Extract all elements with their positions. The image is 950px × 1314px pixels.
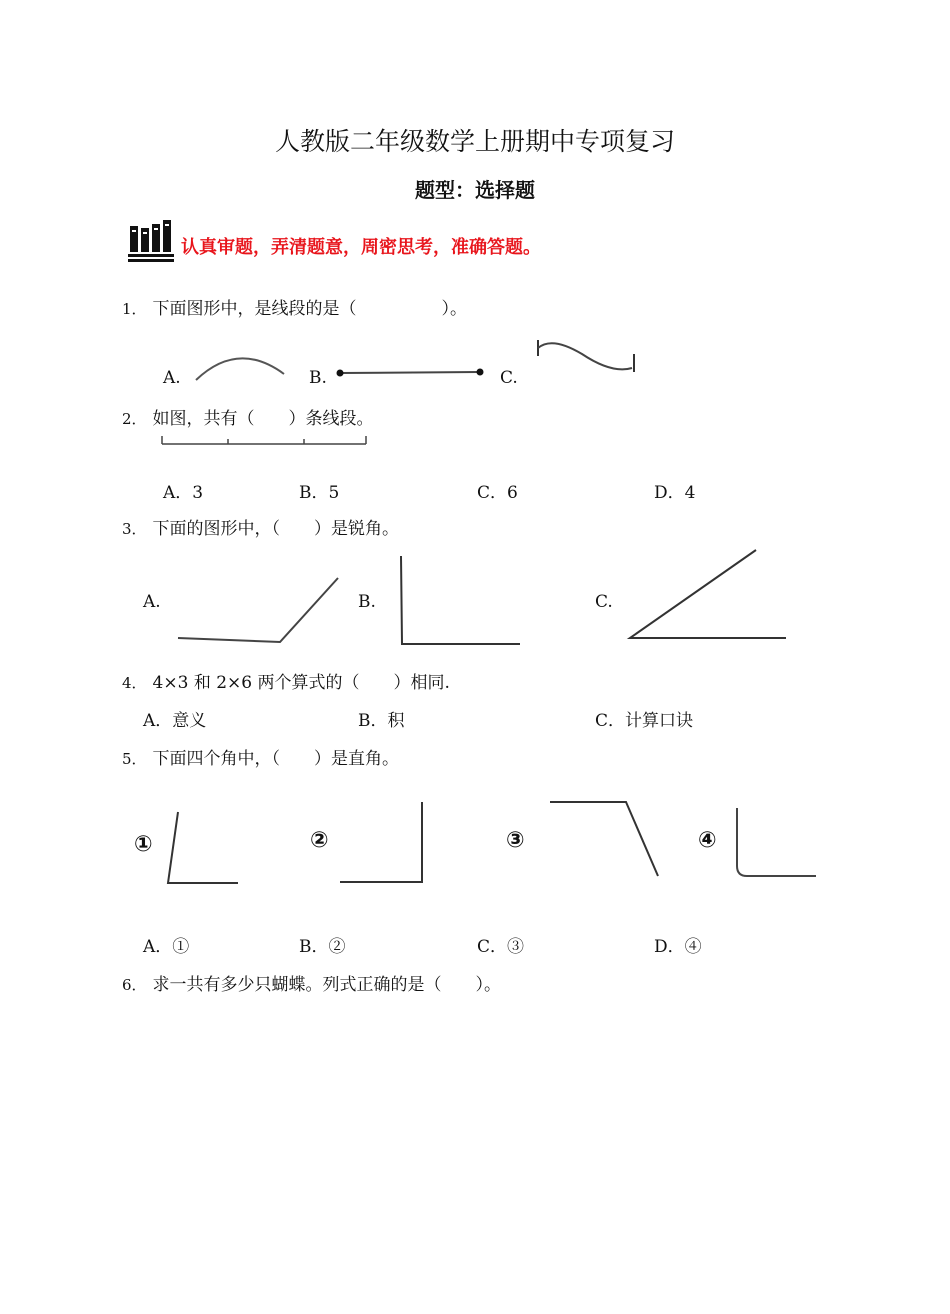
figure-label-1: ① (134, 832, 153, 857)
page-subtitle: 题型：选择题 (415, 178, 535, 202)
option-b[interactable]: B．5 (299, 483, 340, 503)
bookshelf-icon (128, 218, 174, 262)
banner-instruction: 认真审题，弄清题意，周密思考，准确答题。 (181, 237, 541, 258)
angle-figure-2 (338, 800, 428, 886)
angle-figure-3 (548, 798, 664, 880)
question-1 (122, 294, 467, 319)
arc-figure (192, 350, 292, 384)
option-a[interactable]: A．① (143, 937, 190, 957)
option-c[interactable]: C．6 (477, 483, 518, 503)
question-5 (122, 744, 399, 769)
option-d[interactable]: D．4 (654, 483, 696, 503)
figure-label-2: ② (310, 828, 329, 853)
question-text: 4×3 和 2×6 两个算式的（ ）相同. (152, 673, 450, 693)
question-number: 6． (122, 976, 147, 994)
right-angle-figure (396, 554, 526, 650)
question-text: 下面四个角中，（ ）是直角。 (152, 749, 400, 769)
question-2 (122, 404, 374, 429)
option-c[interactable]: C．计算口诀 (595, 711, 694, 731)
question-text: 下面的图形中，（ ）是锐角。 (152, 519, 400, 539)
figure-label-4: ④ (698, 828, 717, 853)
line-segment-figure (334, 364, 490, 380)
question-text: 下面图形中，是线段的是（ ）。 (152, 299, 468, 319)
obtuse-angle-figure (176, 574, 344, 648)
option-c[interactable]: C. (500, 368, 518, 388)
question-number: 2． (122, 410, 147, 428)
option-b[interactable]: B．积 (358, 711, 405, 731)
question-6 (122, 970, 501, 995)
option-b[interactable]: B. (309, 368, 327, 388)
option-a[interactable]: A．3 (163, 483, 204, 503)
segment-diagram (158, 432, 372, 448)
question-number: 1． (122, 300, 147, 318)
option-b[interactable]: B. (358, 592, 376, 612)
question-4 (122, 668, 450, 693)
wavy-line-figure (532, 336, 640, 378)
option-a[interactable]: A. (143, 592, 161, 612)
question-text: 求一共有多少只蝴蝶。列式正确的是（ ）。 (152, 975, 502, 995)
question-number: 4． (122, 674, 147, 692)
question-3 (122, 514, 399, 539)
option-a[interactable]: A．意义 (143, 711, 207, 731)
figure-label-3: ③ (506, 828, 525, 853)
option-c[interactable]: C．③ (477, 937, 525, 957)
question-number: 5． (122, 750, 147, 768)
angle-figure-4 (732, 806, 822, 882)
question-number: 3． (122, 520, 147, 538)
option-b[interactable]: B．② (299, 937, 346, 957)
option-c[interactable]: C. (595, 592, 613, 612)
angle-figure-1 (162, 808, 242, 888)
page-title: 人教版二年级数学上册期中专项复习 (274, 127, 675, 156)
question-text: 如图，共有（ ）条线段。 (152, 409, 374, 429)
option-d[interactable]: D．④ (654, 937, 702, 957)
option-a[interactable]: A. (163, 368, 181, 388)
acute-angle-figure (626, 548, 790, 644)
